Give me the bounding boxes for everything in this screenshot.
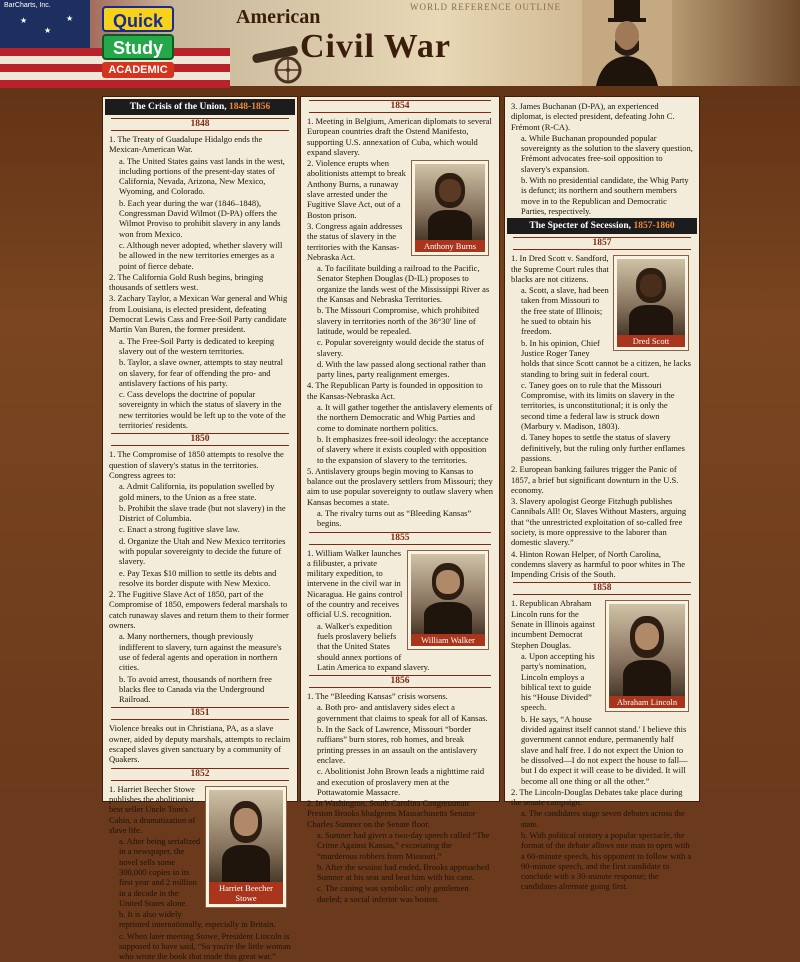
year-heading: 1857 (513, 237, 691, 250)
list-item: 4. Hinton Rowan Helper, of North Carolina, condemns slavery as harmful to poor whites in The Impending Crisis of the South. (511, 548, 686, 580)
column-crisis-of-union (102, 96, 298, 962)
list-item: 3. Slavery apologist George Fitzhugh publishes Cannibals All! Or, Slaves Without Masters, arguing that “the unrestricted exploitation of so-called free society, is more oppressive to the laborer than domestic slavery.” (511, 496, 687, 548)
list-item: c. Taney goes on to rule that the Missouri Compromise, with its limits on slavery in the territories, is unconstitutional; it is only the second time a federal law is struck down (Marbury v. Madison, 1803). (521, 379, 675, 432)
quickstudy-logo (102, 6, 174, 78)
figure-caption: Anthony Burns (415, 240, 485, 252)
portrait-face (640, 274, 662, 297)
figure-caption: Dred Scott (617, 335, 685, 347)
logo-study: Study (102, 34, 174, 60)
year-heading: 1851 (111, 707, 289, 720)
year-1857-text (505, 253, 699, 579)
list-item: Violence breaks out in Christiana, PA, as a slave owner, aided by deputy marshals, attempts to reclaim escaped slaves given sanctuary by a community of Quakers. (109, 723, 291, 765)
year-heading: 1854 (309, 100, 491, 113)
portrait-face (635, 623, 659, 651)
section-title: The Specter of Secession, (529, 221, 634, 232)
list-item: b. In the Sack of Lawrence, Missouri “border ruffians” burn stores, rob homes, and break printing presses in an assault on the antislavery enclave. (317, 724, 478, 765)
year-1856-text (301, 691, 499, 904)
list-item: d. Organize the Utah and New Mexico territories with popular sovereignty to decide the future of slavery. (119, 535, 286, 567)
list-item: c. Although never adopted, whether slavery will be allowed in the new territories emerges as a point of fierce debate. (119, 239, 283, 271)
list-item: b. With no presidential candidate, the Whig Party is defunct; its northern and southern members move in to the Republican and Democratic Parties, respectively. (521, 175, 689, 216)
scott-portrait (617, 259, 685, 335)
figure-burns (411, 160, 489, 256)
list-item: a. The United States gains vast lands in the west, including portions of the present-day states of California, Nevada, Arizona, New Mexico, Wyoming, and Colorado. (119, 155, 285, 197)
list-item: a. Both pro- and antislavery sides elect a government that claims to speak for all of Kansas. (317, 702, 488, 723)
publisher-name: BarCharts, Inc. (4, 2, 51, 9)
section-years: 1848-1856 (229, 102, 271, 112)
list-item: 4. The Republican Party is founded in opposition to the Kansas-Nebraska Act. (307, 380, 483, 401)
list-item: b. With political oratory a popular spectacle, the format of the debate allows one man to open with a 60-minute speech, his opponent to follow with a 90-minute speech, and the first candidate to conclude with a 30-minute response; the candidates alternate going first. (521, 830, 692, 892)
portrait-body (623, 660, 672, 697)
flag-canton: ★ ★ ★ (0, 0, 90, 48)
section-years: 1857-1860 (633, 221, 675, 232)
figure-lincoln (605, 600, 689, 712)
section-heading (507, 218, 697, 234)
list-item: 1. Harriet Beecher Stowe publishes the abolitionist best seller Uncle Tom's Cabin, a dramatization of slave life. (109, 783, 196, 835)
portrait-body (222, 845, 269, 882)
list-item: 1. The “Bleeding Kansas” crisis worsens. (307, 691, 448, 702)
portrait-body (424, 602, 471, 634)
page-title-line2: Civil War (300, 28, 451, 65)
year-1856-continued (505, 97, 699, 216)
list-item: 3. Zachary Taylor, a Mexican War general and Whig from Louisiana, is elected president, defeating Democrat Lewis Cass and Free-Soil Party candidate Martin Van Buren, the former president. (109, 293, 288, 335)
year-1848-text (103, 134, 297, 430)
list-item: b. It emphasizes free-soil ideology: the acceptance of slavery where it exists coupled with opposition to the expansion of slavery to the territories. (317, 433, 489, 465)
figure-stowe (205, 786, 287, 908)
list-item: a. After being serialized in a newspaper, the novel sells some 300,000 copies in its first year and 2 million in a decade in the United States alone. (119, 836, 201, 908)
portrait-body (428, 210, 473, 240)
list-item: d. With the law passed along sectional rather than party lines, party realignment emerges. (317, 358, 486, 380)
year-1858-text (505, 598, 699, 891)
section-heading (105, 99, 295, 115)
list-item: c. Popular sovereignty would decide the status of slavery. (317, 337, 485, 358)
list-item: c. Cass develops the doctrine of popular sovereignty in which the status of slavery in the new territories would be left up to the vote of the territories' residents. (119, 389, 286, 431)
list-item: b. It is also widely reprinted internationally, especially in Britain. (119, 909, 276, 930)
year-1855-text (301, 548, 499, 673)
list-item: b. Prohibit the slave trade (but not slavery) in the District of Columbia. (119, 502, 286, 524)
year-heading: 1858 (513, 582, 691, 595)
year-1854-text (301, 116, 499, 529)
list-item: a. Sumner had given a two-day speech called “The Crime Against Kansas,” excoriating the “murderous robbers from Missouri.” (317, 830, 490, 861)
list-item: c. Enact a strong fugitive slave law. (119, 524, 240, 535)
list-item: 1. The Treaty of Guadalupe Hidalgo ends the Mexican-American War. (109, 134, 263, 155)
list-item: a. The rivalry turns out as “Bleeding Kansas” begins. (317, 507, 472, 529)
list-item: b. In his opinion, Chief Justice Roger Taney holds that since Scott cannot be a citizen, he lacks standing to bring suit in federal court. (521, 337, 691, 379)
list-item: a. The candidates stage seven debates across the state. (521, 808, 685, 829)
outline-watermark: WORLD REFERENCE OUTLINE (410, 2, 561, 12)
header-banner (0, 0, 800, 86)
flag-stripe (0, 80, 230, 88)
list-item: a. While Buchanan propounded popular sovereignty as the solution to the slavery question, Frémont advocates free-soil opposition to slavery's expansion. (521, 132, 693, 174)
stowe-portrait (209, 790, 283, 882)
year-heading: 1855 (309, 532, 491, 545)
list-item: b. The Missouri Compromise, which prohibited slavery in territories north of the 36°30′ line of latitude, would be repealed. (317, 305, 480, 336)
list-item: 1. William Walker launches a filibuster, a private military expedition, to intervene in the civil war in Nicaragua. He gains control of the country and receives official U.S. recognition. (307, 547, 403, 620)
list-item: c. Abolitionist John Brown leads a nighttime raid and execution of proslavery men at the Pottawatomie Massacre. (317, 766, 485, 797)
lincoln-portrait (609, 604, 685, 696)
logo-academic: ACADEMIC (102, 62, 174, 78)
list-item: 2. The Lincoln-Douglas Debates take place during the senate campaign. (511, 786, 683, 808)
list-item: a. Upon accepting his party's nomination, Lincoln employs a biblical text to guide his “House Divided” speech. (521, 650, 595, 713)
list-item: c. When later meeting Stowe, President Lincoln is supposed to have said, “So you're the little woman who wrote the book that made this great war.” (119, 930, 291, 962)
lincoln-header-portrait (582, 0, 672, 86)
list-item: 3. Congress again addresses the status of slavery in the territories with the Kansas-Nebraska Act. (307, 220, 403, 262)
logo-quick: Quick (102, 6, 174, 32)
year-heading: 1848 (111, 118, 289, 131)
list-item: b. After the session had ended, Brooks approached Sumner at his seat and beat him with his cane. (317, 861, 490, 883)
figure-dred-scott (613, 255, 689, 351)
list-item: 2. Violence erupts when abolitionists attempt to break Anthony Burns, a runaway slave arrested under the Fugitive Slave Act, out of a Boston prison. (307, 158, 406, 220)
portrait-face (439, 179, 461, 202)
figure-caption: William Walker (411, 634, 485, 646)
list-item: b. Taylor, a slave owner, attempts to stay neutral on slavery, for fear of offending the pro- and antislavery factions of his party. (119, 357, 284, 388)
list-item: a. Many northerners, though previously indifferent to slavery, turn against the measure's use of federal agents and operation in northern cities. (119, 631, 282, 673)
walker-portrait (411, 554, 485, 634)
list-item: a. Scott, a slave, had been taken from Missouri to the free state of Illinois; he sued to obtain his freedom. (521, 285, 609, 337)
figure-caption: Harriet Beecher Stowe (209, 882, 283, 904)
list-item: d. Taney hopes to settle the status of slavery definitively, but the ruling only further enflames passions. (521, 432, 685, 463)
list-item: b. To avoid arrest, thousands of northern free blacks flee to Canada via the Underground Railroad. (119, 673, 272, 705)
list-item: b. He says, “A house divided against itself cannot stand.' I believe this government cannot endure, permanently half slave and half free. I do not expect the Union to be dissolved—I do not expect the house to fall—but I do expect it will cease to be divided. It will become all one thing or all the other.” (521, 713, 688, 786)
figure-caption: Abraham Lincoln (609, 696, 685, 708)
year-1851-text (103, 723, 297, 764)
year-heading: 1856 (309, 675, 491, 688)
list-item: a. It will gather together the antislavery elements of the northern Democratic and Whig Parties and come to dominate northern politics. (317, 402, 493, 433)
column-middle (300, 96, 500, 904)
year-1852-text (103, 784, 297, 962)
list-item: 2. European banking failures trigger the Panic of 1857, a brief but significant downturn in the U.S. economy. (511, 464, 679, 495)
list-item: 5. Antislavery groups begin moving to Kansas to balance out the proslavery settlers from Missouri; they aim to use popular sovereignty to outlaw slavery when Kansas becomes a state. (307, 465, 494, 507)
year-1850-text (103, 449, 297, 704)
list-item: a. To facilitate building a railroad to the Pacific, Senator Stephen Douglas (D-IL) proposes to organize the lands west of the Mississippi River as the Kansas and Nebraska Territories. (317, 263, 490, 305)
burns-portrait (415, 164, 485, 240)
list-item: 2. The California Gold Rush begins, bringing thousands of settlers west. (109, 271, 264, 293)
list-item: 1. Meeting in Belgium, American diplomats to several European countries draft the Ostend Manifesto, supporting U.S. annexation of Cuba, which would expand slavery. (307, 116, 492, 157)
year-heading: 1850 (111, 433, 289, 446)
list-item: a. Admit California, its population swelled by gold miners, to the Union as a free state. (119, 481, 275, 502)
list-item: 2. The Fugitive Slave Act of 1850, part of the Compromise of 1850, empowers federal marshals to catch runaway slaves and return them to their former owners. (109, 589, 289, 631)
page-title-line1: American (236, 6, 321, 28)
list-item: 2. In Washington, South Carolina Congressman Preston Brooks bludgeons Massachusetts Senator Charles Sumner on the Senate floor. (307, 798, 476, 829)
list-item: 1. The Compromise of 1850 attempts to resolve the question of slavery's status in the territories. Congress agrees to: (109, 449, 284, 480)
list-item: c. The caning was symbolic: only gentlemen dueled; a social inferior was beaten. (317, 883, 469, 904)
column-specter-of-secession (504, 96, 700, 892)
list-item: 1. Republican Abraham Lincoln runs for the Senate in Illinois against incumbent Democrat Stephen Douglas. (511, 598, 595, 650)
year-heading: 1852 (111, 768, 289, 781)
portrait-face (436, 570, 460, 594)
list-item: b. Each year during the war (1846–1848), Congressman David Wilmot (D-PA) offers the Wilmot Proviso to prohibit slavery in any lands won from Mexico. (119, 197, 281, 239)
list-item: e. Pay Texas $10 million to settle its debts and resolve its border dispute with New Mexico. (119, 567, 277, 588)
list-item: 1. In Dred Scott v. Sandford, the Supreme Court rules that blacks are not citizens. (511, 253, 609, 284)
list-item: 3. James Buchanan (D-PA), an experienced diplomat, is elected president, defeating John C. Frémont (R-CA). (511, 101, 675, 132)
portrait-body (629, 305, 673, 335)
list-item: a. The Free-Soil Party is dedicated to keeping slavery out of the western territories. (119, 335, 275, 356)
section-title: The Crisis of the Union, (129, 102, 230, 112)
list-item: a. Walker's expedition fuels proslavery beliefs that the United States should annex portions of Latin America to expand slavery. (317, 620, 430, 672)
figure-walker (407, 550, 489, 650)
portrait-face (234, 808, 258, 836)
